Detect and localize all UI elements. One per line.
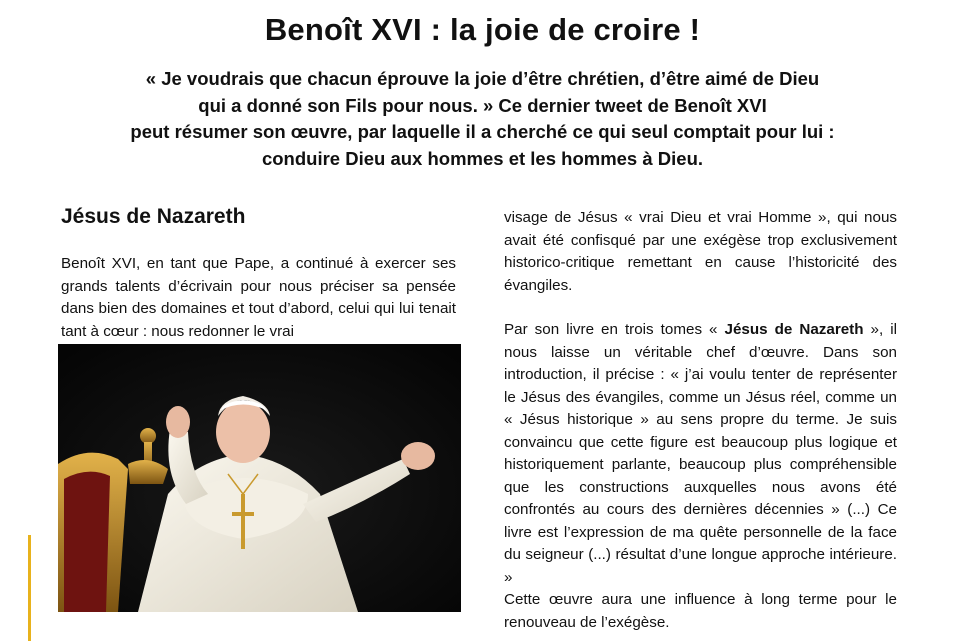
section-heading: Jésus de Nazareth	[61, 205, 246, 228]
right-column-text	[504, 207, 897, 634]
right-paragraph-book	[504, 319, 897, 589]
book-title: Jésus de Nazareth	[724, 321, 864, 338]
right-paragraph: visage de Jésus « vrai Dieu et vrai Homme », qui nous avait été confisqué par une exégèse trop exclusivement historico-critique remettant en cause l’historicité des évangiles.	[504, 209, 897, 294]
article-title: Benoît XVI : la joie de croire !	[264, 12, 701, 47]
accent-rule	[28, 535, 31, 641]
intro-line: qui a donné son Fils pour nous. » Ce dernier tweet de Benoît XVI	[198, 94, 767, 116]
right-paragraph: Cette œuvre aura une influence à long terme pour le renouveau de l’exégèse.	[504, 591, 897, 631]
pope-photo	[58, 344, 461, 612]
left-column-text: Benoît XVI, en tant que Pape, a continué à exercer ses grands talents d’écrivain pour nous préciser sa pensée dans bien des domaines et tout d’abord, celui qui lui tenait tant à cœur : nous redonner le vrai	[61, 255, 456, 340]
text-span: », il nous laisse un véritable chef d’œuvre. Dans son introduction, il précise : « j’ai voulu tenter de représenter le Jésus des évangiles, comme un Jésus réel, comme un « Jésus historique » au sens propre du terme. Je suis convaincu que cette figure est beaucoup plus logique et historiquement parlante, beaucoup plus compréhensible que les constructions auxquelles nous avons été confrontés au cours des dernières décennies » (...) Ce livre est l’expression de ma quête personnelle de la face du seigneur (...) résultat d’une longue approche intérieure. »	[504, 321, 897, 586]
intro-line: conduire Dieu aux hommes et les hommes à Dieu.	[261, 147, 704, 169]
text-span: Par son livre en trois tomes «	[504, 321, 725, 338]
intro-line: « Je voudrais que chacun éprouve la joie d’être chrétien, d’être aimé de Dieu	[145, 68, 820, 89]
intro-quote	[40, 66, 925, 172]
intro-line: peut résumer son œuvre, par laquelle il a cherché ce qui seul comptait pour lui :	[130, 121, 835, 142]
